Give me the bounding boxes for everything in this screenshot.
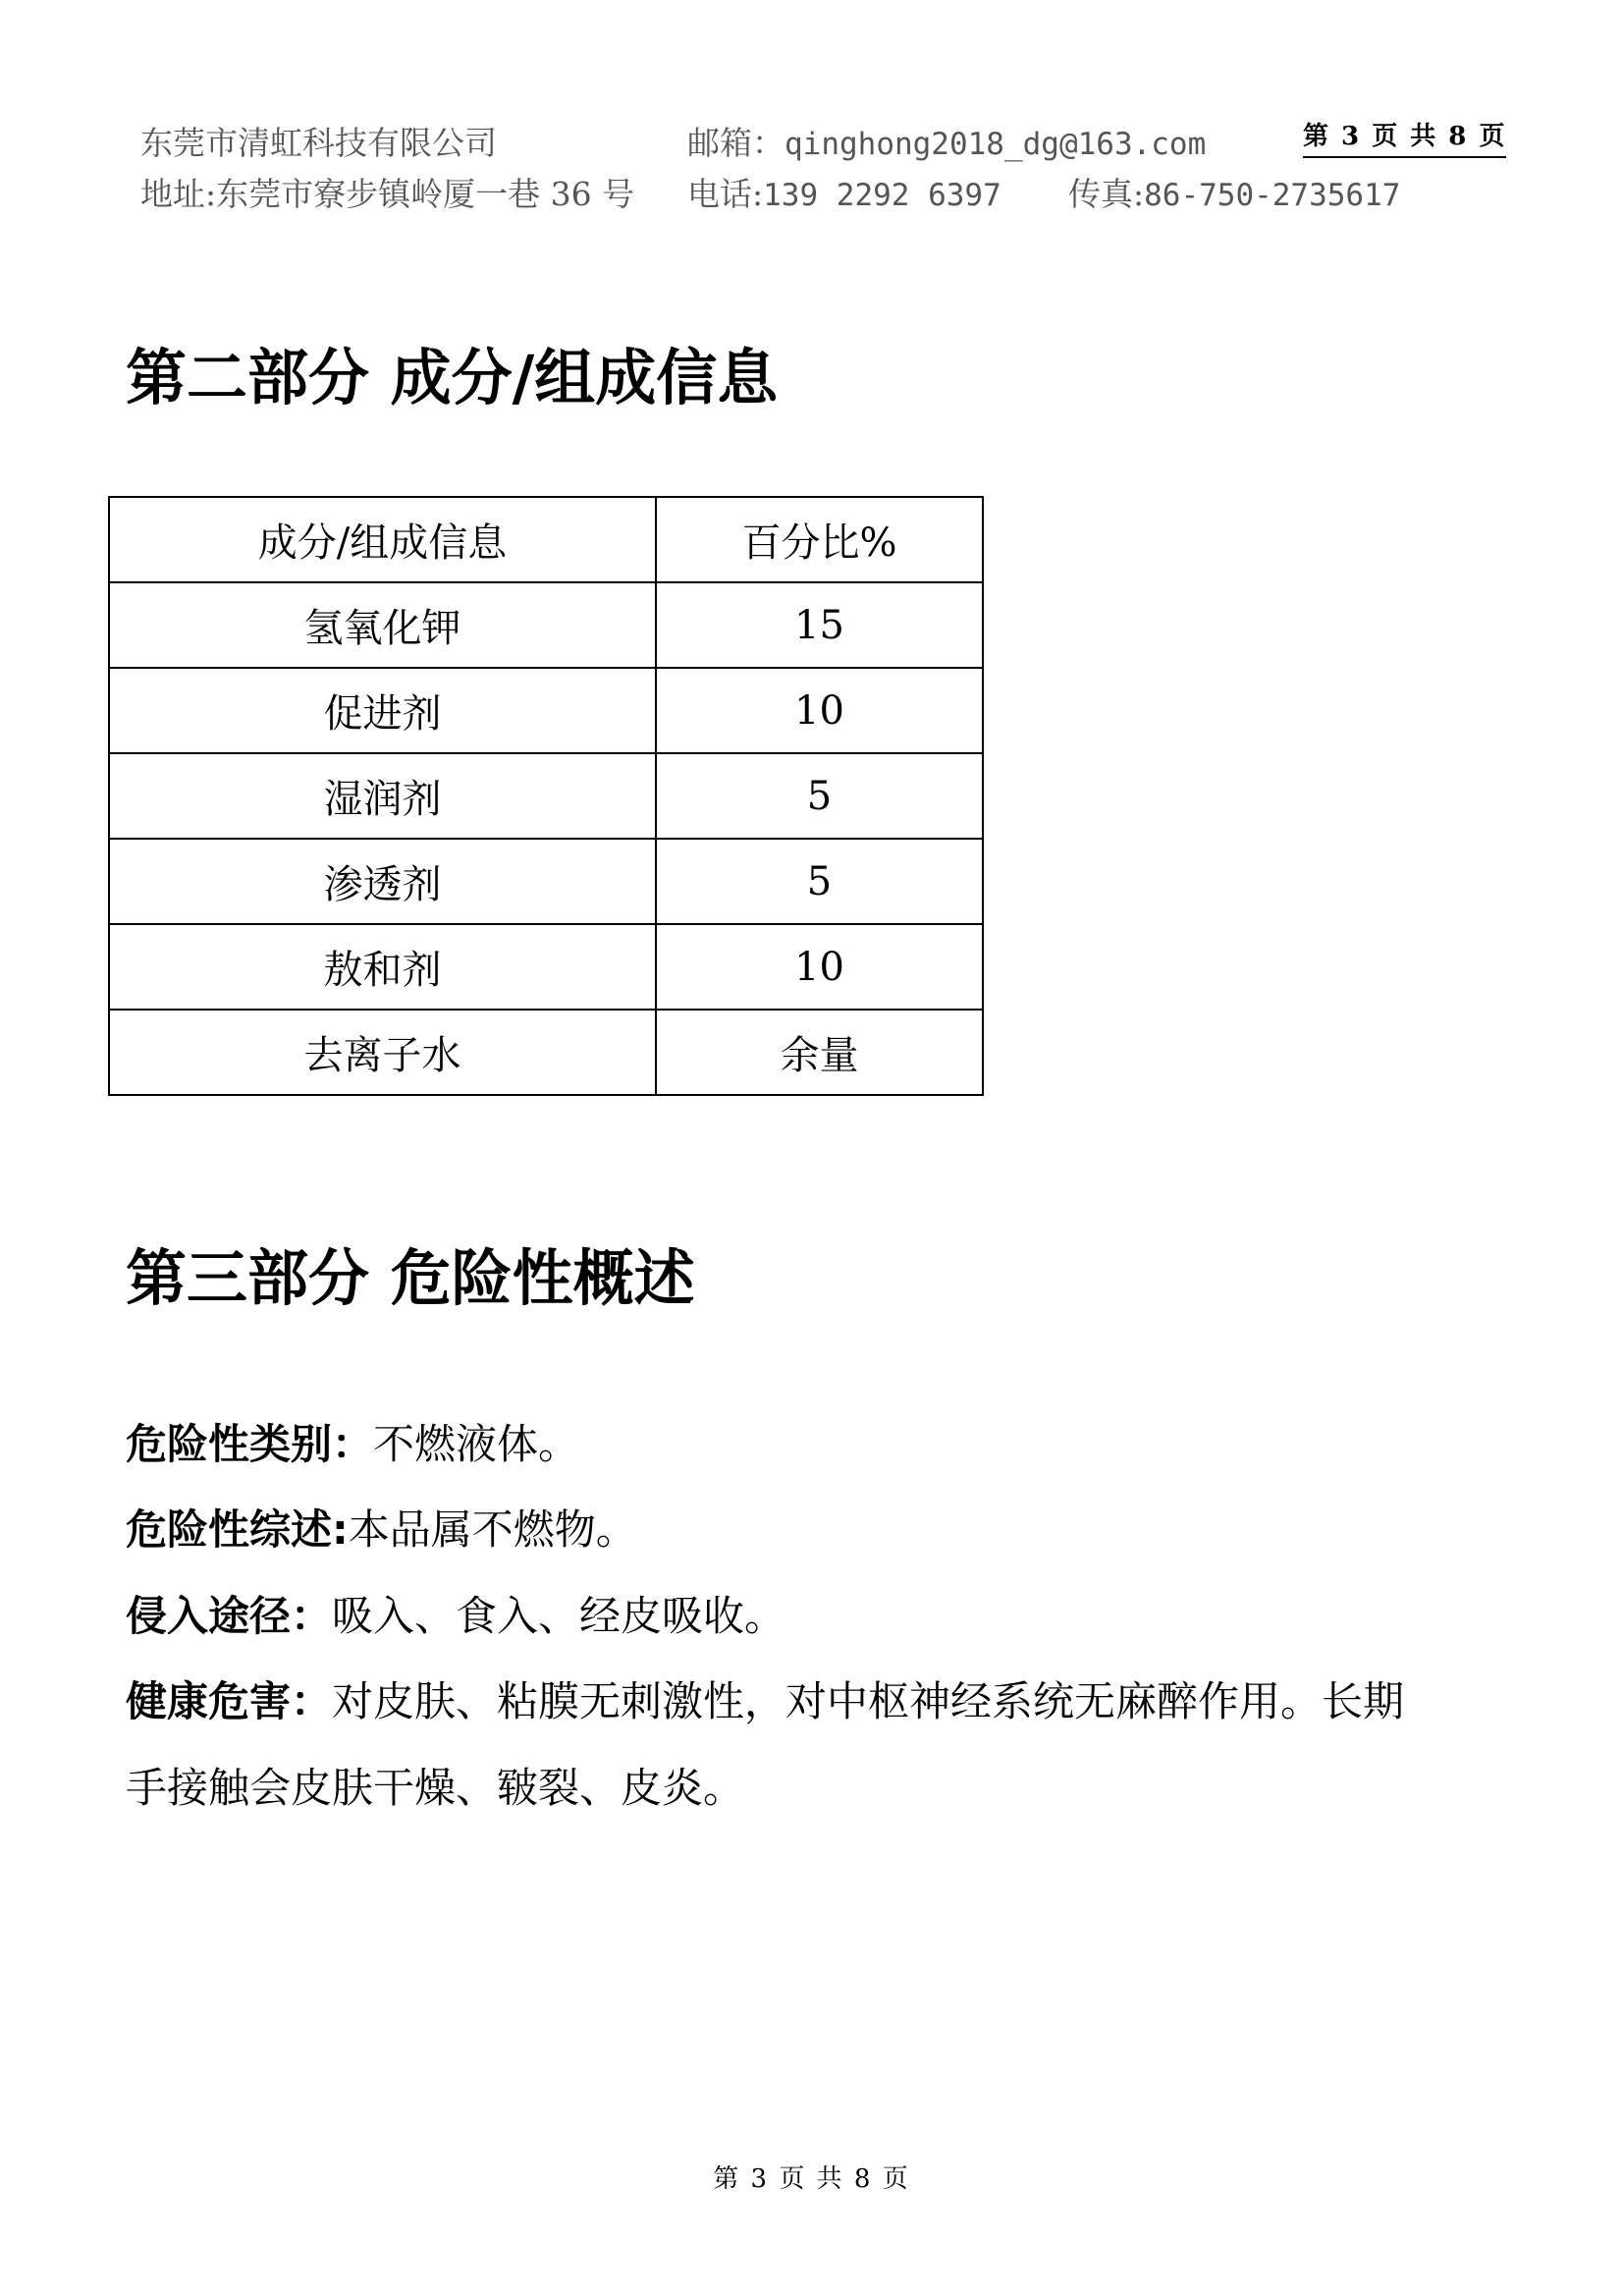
table-row	[109, 753, 983, 839]
table-cell-percent: 5	[656, 753, 983, 839]
section3-title: 第三部分 危险性概述	[126, 1242, 695, 1314]
health-hazards-text: 对皮肤、粘膜无刺激性，对中枢神经系统无麻醉作用。长期	[332, 1677, 1405, 1725]
table-row	[109, 582, 983, 668]
hazard-category-label: 危险性类别：	[126, 1420, 374, 1468]
composition-table	[108, 496, 984, 1096]
hazard-summary-text: 本品属不燃物。	[348, 1505, 637, 1554]
header-fax	[1068, 169, 1400, 215]
table-cell-component: 敖和剂	[109, 924, 656, 1010]
header-address: 地址:东莞市寮步镇岭厦一巷 36 号	[140, 175, 635, 213]
exposure-routes-label: 侵入途径：	[126, 1592, 333, 1640]
hazard-category	[126, 1412, 579, 1471]
table-header-component: 成分/组成信息	[109, 497, 656, 582]
exposure-routes	[126, 1584, 785, 1643]
table-cell-component: 去离子水	[109, 1010, 656, 1095]
header-company: 东莞市清虹科技有限公司	[140, 124, 497, 162]
header-phone-value: 139 2292 6397	[763, 178, 1001, 213]
health-hazards	[126, 1669, 1404, 1728]
table-cell-percent: 5	[656, 839, 983, 924]
header-email-value: qinghong2018_dg@163.com	[784, 127, 1207, 162]
table-cell-component: 氢氧化钾	[109, 582, 656, 668]
hazard-category-text: 不燃液体。	[373, 1420, 580, 1468]
table-header-row	[109, 497, 983, 582]
table-row	[109, 924, 983, 1010]
table-cell-component: 促进剂	[109, 668, 656, 753]
header-phone	[687, 169, 1001, 215]
header-email	[687, 118, 1206, 164]
table-cell-percent: 余量	[656, 1010, 983, 1095]
exposure-routes-text: 吸入、食入、经皮吸收。	[332, 1592, 786, 1640]
table-cell-percent: 10	[656, 924, 983, 1010]
table-cell-percent: 10	[656, 668, 983, 753]
header-page-indicator: 第 3 页 共 8 页	[1303, 116, 1506, 158]
header-fax-label: 传真:	[1068, 175, 1145, 213]
table-cell-component: 湿润剂	[109, 753, 656, 839]
section2-title: 第二部分 成分/组成信息	[126, 342, 779, 413]
table-cell-percent: 15	[656, 582, 983, 668]
health-hazards-label: 健康危害：	[126, 1677, 333, 1725]
table-cell-component: 渗透剂	[109, 839, 656, 924]
health-hazards-continuation: 手接触会皮肤干燥、皲裂、皮炎。	[126, 1764, 745, 1812]
hazard-summary-label: 危险性综述:	[126, 1505, 349, 1554]
table-header-percent: 百分比%	[656, 497, 983, 582]
table-row	[109, 839, 983, 924]
header-fax-value: 86-750-2735617	[1144, 178, 1401, 213]
table-row	[109, 668, 983, 753]
header-phone-label: 电话:	[687, 175, 764, 213]
footer-page-indicator: 第 3 页 共 8 页	[713, 2164, 910, 2194]
header-email-label: 邮箱：	[687, 124, 784, 162]
table-row	[109, 1010, 983, 1095]
hazard-summary	[126, 1498, 637, 1557]
